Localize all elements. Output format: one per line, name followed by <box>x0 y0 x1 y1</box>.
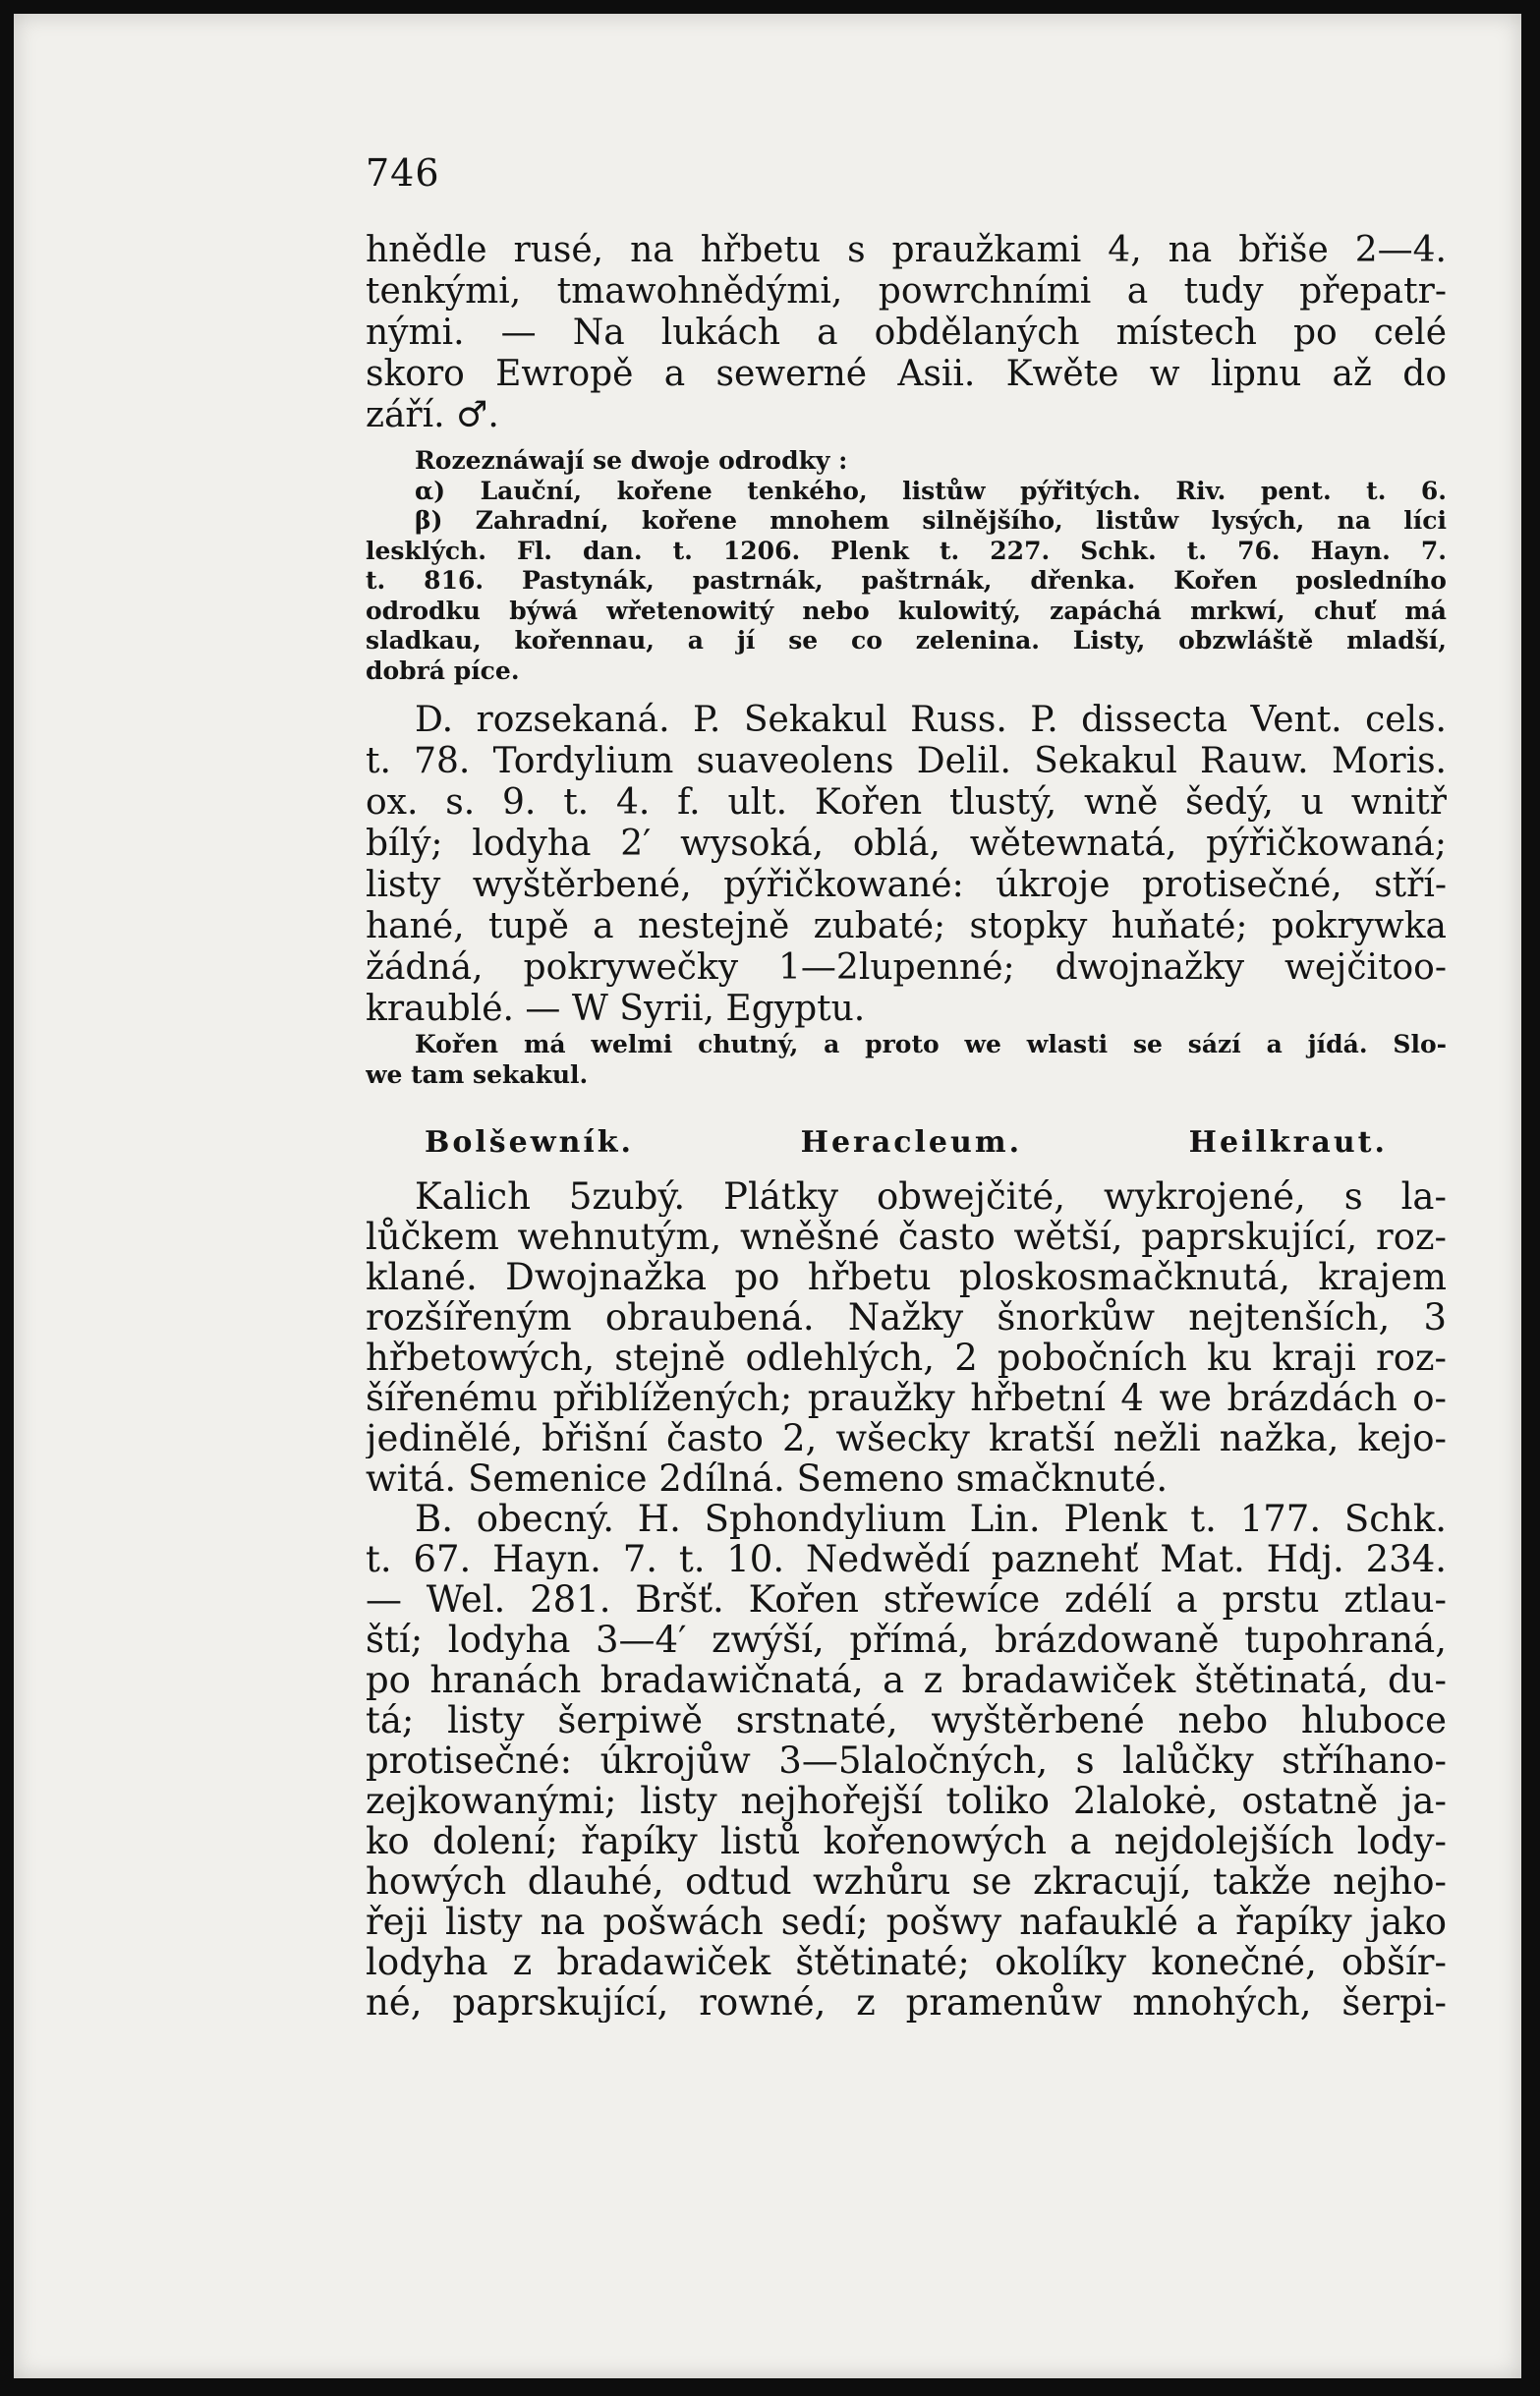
note-sekakul <box>366 1030 1447 1090</box>
page-number: 746 <box>366 151 440 195</box>
page-content <box>366 230 1447 2023</box>
heading-latin: Heracleum. <box>800 1125 1023 1160</box>
note-varieties <box>366 446 1447 686</box>
heading-german: Heilkraut. <box>1188 1125 1388 1160</box>
text-line: t. 67. Hayn. 7. t. 10. Nedwědí paznehť Mat. Hdj. 234. <box>366 1539 1447 1579</box>
text-line: bílý; lodyha 2′ wysoká, oblá, wětewnatá, pýřičkowaná; <box>366 824 1447 864</box>
text-line: B. obecný. H. Sphondylium Lin. Plenk t. 177. Schk. <box>415 1499 1447 1539</box>
text-line: hnědle rusé, na hřbetu s praužkami 4, na břiše 2—4. <box>366 230 1447 270</box>
text-line: howých dlauhé, odtud wzhůru se zkracují, takže nejho- <box>366 1861 1447 1902</box>
text-line: žádná, pokrywečky 1—2lupenné; dwojnažky wejčitoo- <box>366 947 1447 988</box>
text-line: lůčkem wehnutým, wněšné často wětší, paprskující, roz- <box>366 1217 1447 1257</box>
paragraph-d-rozsekana <box>366 700 1447 1030</box>
note-line: t. 816. Pastynák, pastrnák, paštrnák, dřenka. Kořen posledního <box>366 566 1447 595</box>
note-line: β) Zahradní, kořene mnohem silnějšího, listůw lysých, na líci <box>415 506 1447 535</box>
paragraph-b-obecny <box>366 1499 1447 2023</box>
text-line: řeji listy na pošwách sedí; pošwy nafauklé a řapíky jako <box>366 1902 1447 1942</box>
text-line: — Wel. 281. Bršť. Kořen střewíce zdélí a prstu ztlau- <box>366 1579 1447 1620</box>
text-line: skoro Ewropě a sewerné Asii. Kwěte w lipnu až do <box>366 354 1447 394</box>
text-line: listy wyštěrbené, pýřičkowané: úkroje protisečné, stří- <box>366 865 1447 905</box>
text-line: ko dolení; řapíky listů kořenowých a nejdolejších lody- <box>366 1821 1447 1861</box>
book-page <box>14 14 1521 2378</box>
text-line: po hranách bradawičnatá, a z bradawiček štětinatá, du- <box>366 1660 1447 1700</box>
paragraph-description-end <box>366 230 1447 436</box>
text-line: hřbetowých, stejně odlehlých, 2 pobočních ku kraji roz- <box>366 1338 1447 1378</box>
text-line: tenkými, tmawohnědými, powrchními a tudy přepatr- <box>366 271 1447 312</box>
note-line: dobrá píce. <box>366 656 520 685</box>
text-line: rozšířeným obraubená. Nažky šnorkůw nejtenších, 3 <box>366 1297 1447 1338</box>
note-line: Kořen má welmi chutný, a proto we wlasti se sází a jídá. Slo- <box>415 1030 1447 1058</box>
text-line: nými. — Na lukách a obdělaných místech po celé <box>366 313 1447 353</box>
note-line: we tam sekakul. <box>366 1059 589 1089</box>
text-line: tá; listy šerpiwě srstnaté, wyštěrbené nebo hluboce <box>366 1700 1447 1740</box>
note-line: lesklých. Fl. dan. t. 1206. Plenk t. 227. Schk. t. 76. Hayn. 7. <box>366 536 1447 565</box>
text-line: ští; lodyha 3—4′ zwýší, přímá, brázdowaně tupohraná, <box>366 1620 1447 1660</box>
note-line: sladkau, kořennau, a jí se co zelenina. Listy, obzwláště mladší, <box>366 626 1447 655</box>
heading-czech: Bolšewník. <box>425 1125 635 1160</box>
text-line: zejkowanými; listy nejhořejší toliko 2lalokė, ostatně ja- <box>366 1781 1447 1821</box>
text-line: hané, tupě a nestejně zubaté; stopky huňaté; pokrywka <box>366 906 1447 946</box>
note-line: α) Lauční, kořene tenkého, listůw pýřitých. Riv. pent. t. 6. <box>415 476 1447 505</box>
text-line: lodyha z bradawiček štětinaté; okolíky konečné, obšír- <box>366 1942 1447 1982</box>
text-line: září. ♂. <box>366 395 499 435</box>
text-line: klané. Dwojnažka po hřbetu ploskosmačknutá, krajem <box>366 1257 1447 1297</box>
text-line: D. rozsekaná. P. Sekakul Russ. P. dissecta Vent. cels. <box>415 700 1447 740</box>
note-line: odrodku býwá wřetenowitý nebo kulowitý, zapáchá mrkwí, chuť má <box>366 596 1447 625</box>
text-line: protisečné: úkrojůw 3—5laločných, s lalůčky stříhano- <box>366 1740 1447 1781</box>
text-line: Kalich 5zubý. Plátky obwejčité, wykrojené, s la- <box>415 1176 1447 1217</box>
text-line: jedinělé, břišní často 2, wšecky kratší nežli nažka, kejo- <box>366 1418 1447 1458</box>
note-line: Rozeznáwají se dwoje odrodky : <box>415 446 848 475</box>
text-line: né, paprskující, rowné, z pramenůw mnohých, šerpi- <box>366 1982 1447 2023</box>
text-line: t. 78. Tordylium suaveolens Delil. Sekakul Rauw. Moris. <box>366 741 1447 781</box>
text-line: witá. Semenice 2dílná. Semeno smačknuté. <box>366 1458 1169 1499</box>
text-line: ox. s. 9. t. 4. f. ult. Kořen tlustý, wně šedý, u wnitř <box>366 782 1447 823</box>
text-line: šířenému přiblížených; praužky hřbetní 4 we brázdách o- <box>366 1378 1447 1418</box>
paragraph-genus-description <box>366 1176 1447 1499</box>
text-line: kraublé. — W Syrii, Egyptu. <box>366 989 866 1029</box>
genus-heading <box>366 1123 1447 1163</box>
